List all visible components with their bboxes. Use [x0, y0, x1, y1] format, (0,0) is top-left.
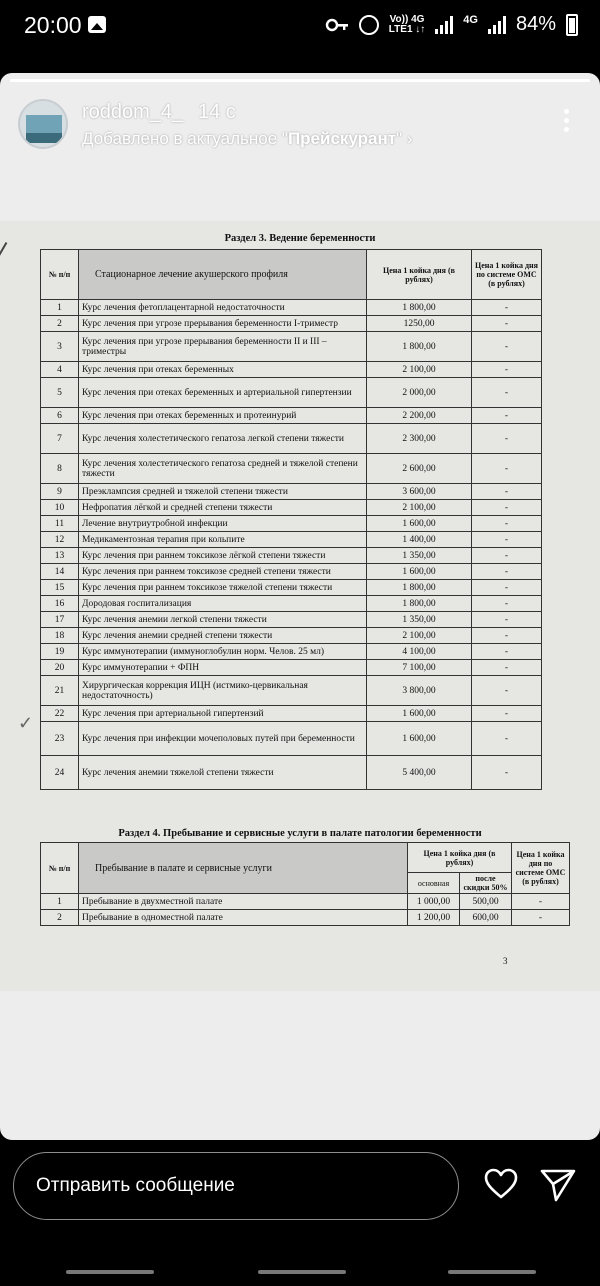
- table-row: [41, 676, 542, 706]
- header-discount: после скидки 50%: [460, 873, 512, 894]
- row-service: Пребывание в двухместной палате: [79, 894, 408, 910]
- row-price: 2 100,00: [367, 362, 472, 378]
- row-price: 1250,00: [367, 316, 472, 332]
- header-num: № п/п: [41, 843, 79, 894]
- row-base-price: 1 200,00: [408, 910, 460, 926]
- row-num: 17: [41, 612, 79, 628]
- row-oms: -: [472, 676, 542, 706]
- row-price: 1 600,00: [367, 722, 472, 756]
- row-oms: -: [472, 332, 542, 362]
- section3-table: [40, 249, 542, 790]
- section4-table: [40, 842, 570, 926]
- row-price: 2 100,00: [367, 628, 472, 644]
- network-volte: Vo)) 4G LTE1 ↓↑: [388, 13, 426, 35]
- section3-title: Раздел 3. Ведение беременности: [224, 233, 376, 244]
- row-price: 1 800,00: [367, 580, 472, 596]
- row-service: Курс лечения при угрозе прерывания беременности I-триместр: [79, 316, 367, 332]
- row-service: Курс лечения при отеках беременных и протеинурий: [79, 408, 367, 424]
- table-row: [41, 408, 542, 424]
- section3-header-row: [41, 250, 542, 300]
- table-row: [41, 516, 542, 532]
- table-row: [41, 500, 542, 516]
- row-oms: -: [472, 516, 542, 532]
- row-num: 3: [41, 332, 79, 362]
- table-row: [41, 596, 542, 612]
- gallery-notification-icon: [88, 16, 106, 33]
- nav-handle-left[interactable]: [66, 1270, 154, 1274]
- table-row: [41, 722, 542, 756]
- header-base: основная: [408, 873, 460, 894]
- checkmark-annotation: ✓: [18, 713, 34, 733]
- row-oms: -: [472, 300, 542, 316]
- message-input[interactable]: [13, 1152, 459, 1220]
- row-oms: -: [472, 628, 542, 644]
- row-price: 1 600,00: [367, 516, 472, 532]
- row-num: 10: [41, 500, 79, 516]
- send-direct-icon[interactable]: [540, 1168, 576, 1202]
- header-oms: Цена 1 койка дня по системе ОМС (в рублях): [512, 843, 570, 894]
- table-row: [41, 424, 542, 454]
- row-price: 1 350,00: [367, 612, 472, 628]
- row-oms: -: [472, 722, 542, 756]
- row-service: Курс лечения при угрозе прерывания беременности II и III – триместры: [79, 332, 367, 362]
- row-num: 7: [41, 424, 79, 454]
- row-service: Курс лечения анемии легкой степени тяжести: [79, 612, 367, 628]
- row-num: 6: [41, 408, 79, 424]
- row-oms: -: [512, 910, 570, 926]
- row-price: 2 100,00: [367, 500, 472, 516]
- row-num: 21: [41, 676, 79, 706]
- row-num: 4: [41, 362, 79, 378]
- table-row: [41, 300, 542, 316]
- row-price: 1 800,00: [367, 332, 472, 362]
- row-num: 23: [41, 722, 79, 756]
- row-num: 2: [41, 910, 79, 926]
- row-service: Курс лечения фетоплацентарной недостаточности: [79, 300, 367, 316]
- row-service: Курс лечения при артериальной гипертензий: [79, 706, 367, 722]
- row-oms: -: [472, 644, 542, 660]
- table-row: [41, 910, 570, 926]
- row-num: 8: [41, 454, 79, 484]
- nav-handle-center[interactable]: [258, 1270, 346, 1274]
- row-num: 22: [41, 706, 79, 722]
- row-oms: -: [512, 894, 570, 910]
- nav-handle-right[interactable]: [448, 1270, 536, 1274]
- row-num: 20: [41, 660, 79, 676]
- page-number: 3: [503, 956, 508, 966]
- row-num: 15: [41, 580, 79, 596]
- header-price: Цена 1 койка дня (в рублях): [408, 843, 512, 873]
- row-price: 1 350,00: [367, 548, 472, 564]
- table-row: [41, 644, 542, 660]
- section4-title: Раздел 4. Пребывание и сервисные услуги в палате патологии беременности: [118, 828, 482, 839]
- row-service: Курс лечения при раннем токсикозе тяжелой степени тяжести: [79, 580, 367, 596]
- row-oms: -: [472, 612, 542, 628]
- table-row: [41, 532, 542, 548]
- row-service: Нефропатия лёгкой и средней степени тяжести: [79, 500, 367, 516]
- header-num: № п/п: [41, 250, 79, 300]
- table-row: [41, 484, 542, 500]
- highlight-link[interactable]: Добавлено в актуальное "Прейскурант" ›: [82, 129, 413, 148]
- story-time-ago: 14 с: [198, 101, 236, 123]
- row-oms: -: [472, 378, 542, 408]
- row-price: 7 100,00: [367, 660, 472, 676]
- row-price: 1 800,00: [367, 300, 472, 316]
- battery-icon: [566, 14, 578, 36]
- table-row: [41, 612, 542, 628]
- row-service: Преэклампсия средней и тяжелой степени тяжести: [79, 484, 367, 500]
- table-row: [41, 548, 542, 564]
- row-service: Медикаментозная терапия при кольпите: [79, 532, 367, 548]
- story-progress-fill: [10, 79, 590, 82]
- row-service: Дородовая госпитализация: [79, 596, 367, 612]
- table-row: [41, 362, 542, 378]
- row-num: 16: [41, 596, 79, 612]
- row-oms: -: [472, 362, 542, 378]
- row-oms: -: [472, 756, 542, 790]
- header-price: Цена 1 койка дня (в рублях): [367, 250, 472, 300]
- row-oms: -: [472, 660, 542, 676]
- price-list-document: [0, 221, 600, 991]
- row-service: Курс лечения анемии тяжелой степени тяжести: [79, 756, 367, 790]
- table-row: [41, 454, 542, 484]
- row-price: 2 200,00: [367, 408, 472, 424]
- row-service: Курс лечения анемии средней степени тяжести: [79, 628, 367, 644]
- status-time: 20:00: [24, 12, 82, 38]
- header-service: Стационарное лечение акушерского профиля: [79, 250, 367, 300]
- row-num: 2: [41, 316, 79, 332]
- row-num: 12: [41, 532, 79, 548]
- row-price: 1 400,00: [367, 532, 472, 548]
- row-service: Курс лечения при инфекции мочеполовых путей при беременности: [79, 722, 367, 756]
- row-service: Пребывание в одноместной палате: [79, 910, 408, 926]
- signal-icon-2: [488, 16, 506, 34]
- row-price: 1 600,00: [367, 706, 472, 722]
- row-service: Курс лечения при отеках беременных: [79, 362, 367, 378]
- table-row: [41, 580, 542, 596]
- row-num: 18: [41, 628, 79, 644]
- row-service: Курс лечения при раннем токсикозе средней степени тяжести: [79, 564, 367, 580]
- signal-icon-1: [435, 16, 453, 34]
- row-oms: -: [472, 424, 542, 454]
- row-service: Курс лечения холестетического гепатоза легкой степени тяжести: [79, 424, 367, 454]
- like-heart-icon[interactable]: [484, 1168, 518, 1200]
- row-oms: -: [472, 706, 542, 722]
- story-username[interactable]: roddom_4_: [82, 101, 184, 123]
- table-row: [41, 332, 542, 362]
- row-oms: -: [472, 454, 542, 484]
- row-price: 3 600,00: [367, 484, 472, 500]
- row-num: 1: [41, 300, 79, 316]
- message-input-placeholder: Отправить сообщение: [36, 1175, 235, 1196]
- section4-header-row: [41, 843, 570, 873]
- row-price: 1 800,00: [367, 596, 472, 612]
- row-num: 1: [41, 894, 79, 910]
- row-num: 24: [41, 756, 79, 790]
- status-bar: [0, 0, 600, 52]
- table-row: [41, 756, 542, 790]
- alarm-icon: [359, 15, 379, 35]
- row-service: Лечение внутриутробной инфекции: [79, 516, 367, 532]
- row-service: Хирургическая коррекция ИЦН (истмико-цервикальная недостаточность): [79, 676, 367, 706]
- row-oms: -: [472, 316, 542, 332]
- header-service: Пребывание в палате и сервисные услуги: [79, 843, 408, 894]
- row-discount-price: 600,00: [460, 910, 512, 926]
- row-price: 2 300,00: [367, 424, 472, 454]
- table-row: [41, 706, 542, 722]
- row-service: Курс лечения при отеках беременных и артериальной гипертензии: [79, 378, 367, 408]
- row-num: 19: [41, 644, 79, 660]
- row-num: 11: [41, 516, 79, 532]
- row-service: Курс иммунотерапии + ФПН: [79, 660, 367, 676]
- row-oms: -: [472, 548, 542, 564]
- table-row: [41, 316, 542, 332]
- table-row: [41, 660, 542, 676]
- row-price: 1 600,00: [367, 564, 472, 580]
- row-oms: -: [472, 532, 542, 548]
- row-base-price: 1 000,00: [408, 894, 460, 910]
- battery-percent: 84%: [515, 13, 556, 35]
- avatar[interactable]: [18, 99, 68, 149]
- row-num: 5: [41, 378, 79, 408]
- more-options-icon[interactable]: [564, 109, 570, 135]
- row-service: Курс лечения холестетического гепатоза средней и тяжелой степени тяжести: [79, 454, 367, 484]
- row-num: 14: [41, 564, 79, 580]
- network-type: 4G: [463, 13, 478, 26]
- row-service: Курс лечения при раннем токсикозе лёгкой степени тяжести: [79, 548, 367, 564]
- story-progress-bar: [10, 79, 590, 82]
- key-icon: [325, 15, 349, 35]
- row-price: 5 400,00: [367, 756, 472, 790]
- row-oms: -: [472, 500, 542, 516]
- table-row: [41, 378, 542, 408]
- row-price: 4 100,00: [367, 644, 472, 660]
- row-service: Курс иммунотерапии (иммуноглобулин норм. Челов. 25 мл): [79, 644, 367, 660]
- row-oms: -: [472, 580, 542, 596]
- row-oms: -: [472, 564, 542, 580]
- row-oms: -: [472, 408, 542, 424]
- row-oms: -: [472, 484, 542, 500]
- row-price: 2 000,00: [367, 378, 472, 408]
- row-num: 9: [41, 484, 79, 500]
- story-viewer[interactable]: [0, 73, 600, 1140]
- row-discount-price: 500,00: [460, 894, 512, 910]
- row-price: 3 800,00: [367, 676, 472, 706]
- row-num: 13: [41, 548, 79, 564]
- table-row: [41, 894, 570, 910]
- table-row: [41, 628, 542, 644]
- chevron-right-icon: ›: [406, 129, 413, 148]
- row-oms: -: [472, 596, 542, 612]
- table-row: [41, 564, 542, 580]
- row-price: 2 600,00: [367, 454, 472, 484]
- header-oms: Цена 1 койка дня по системе ОМС (в рублях): [472, 250, 542, 300]
- status-icons: [325, 13, 578, 36]
